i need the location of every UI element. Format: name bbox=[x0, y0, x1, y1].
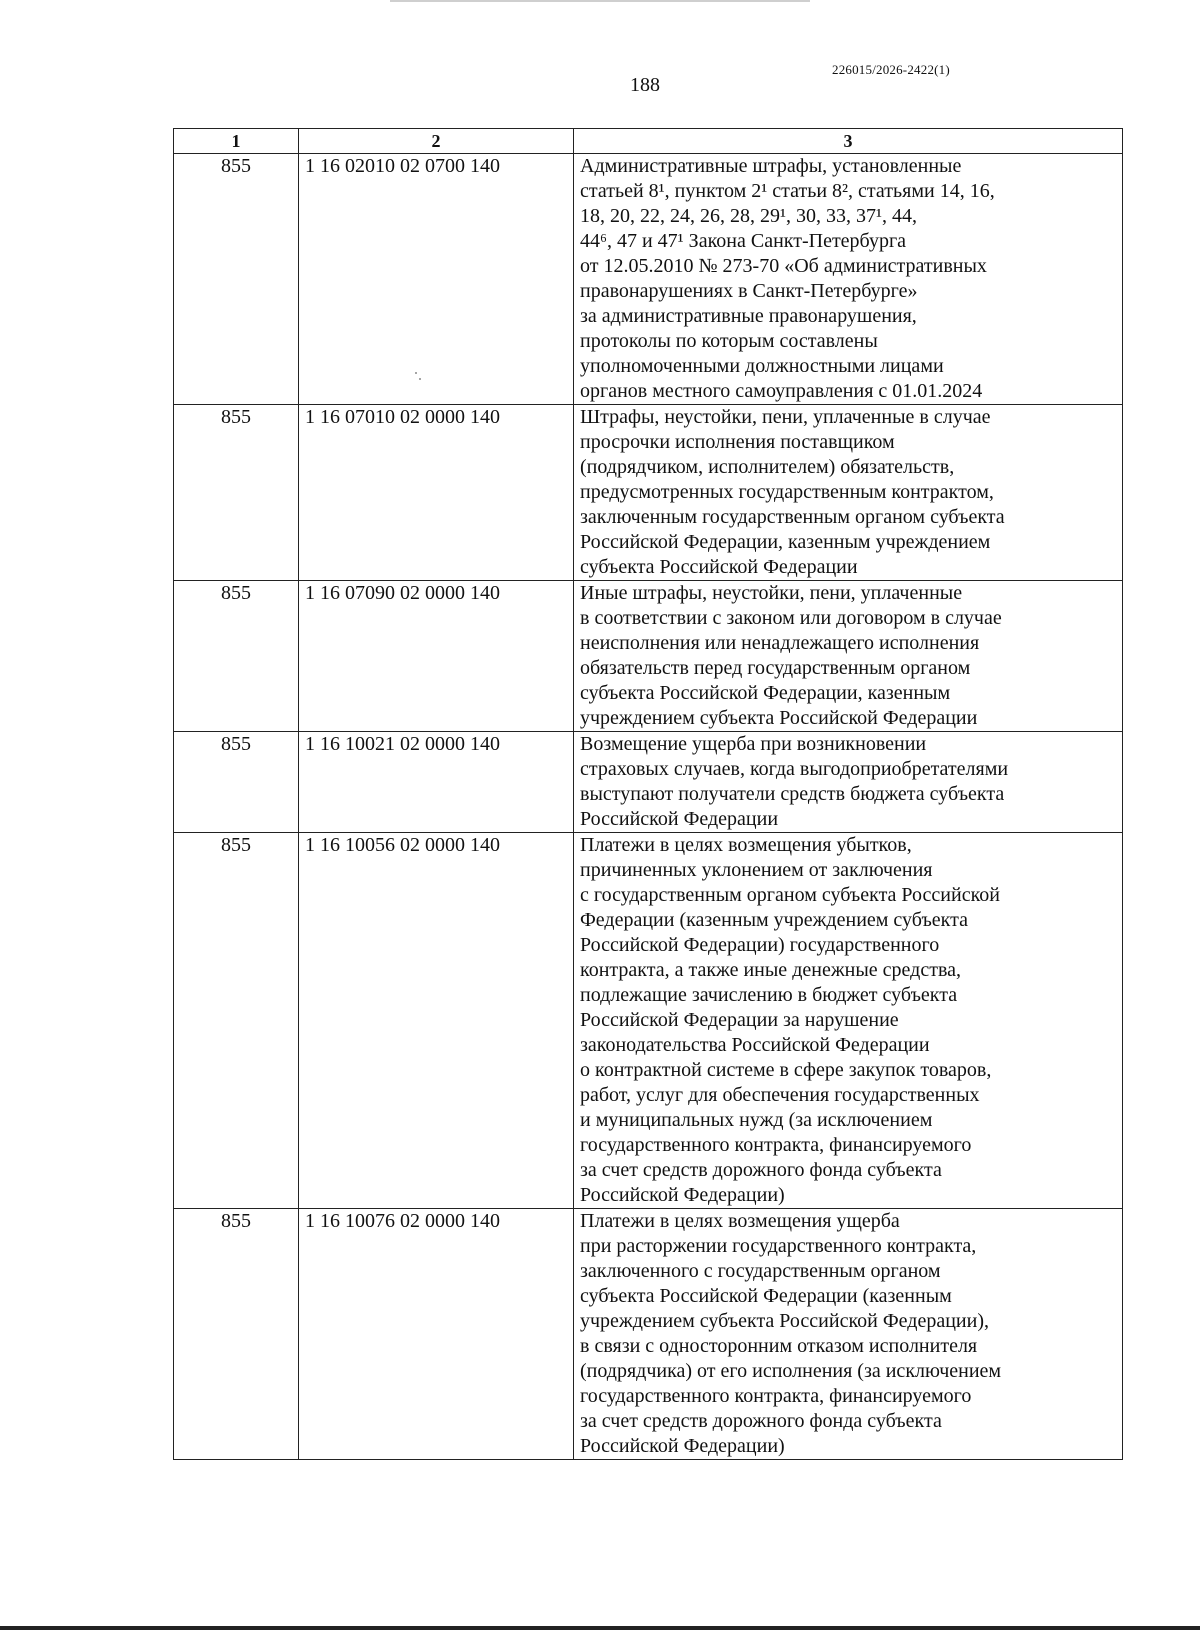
description-line: Иные штрафы, неустойки, пени, уплаченные bbox=[580, 582, 963, 604]
description-line: учреждением субъекта Российской Федерации), bbox=[580, 1310, 989, 1332]
description-line: в соответствии с законом или договором в случае bbox=[580, 607, 1002, 629]
column-header-1: 1 bbox=[174, 129, 299, 154]
column-header-3: 3 bbox=[574, 129, 1123, 154]
scan-artifact-top bbox=[390, 0, 810, 2]
description-line: при расторжении государственного контракта, bbox=[580, 1235, 977, 1257]
description-line: правонарушениях в Санкт-Петербурге» bbox=[580, 280, 918, 302]
admin-code-cell: 855 bbox=[174, 154, 299, 405]
description-line: субъекта Российской Федерации bbox=[580, 556, 858, 578]
description-line: Федерации (казенным учреждением субъекта bbox=[580, 909, 968, 931]
description-line: субъекта Российской Федерации, казенным bbox=[580, 682, 951, 704]
description-line: за административные правонарушения, bbox=[580, 305, 917, 327]
description-line: протоколы по которым составлены bbox=[580, 330, 878, 352]
description-line: причиненных уклонением от заключения bbox=[580, 859, 933, 881]
description-line: Российской Федерации) государственного bbox=[580, 934, 940, 956]
admin-code-cell: 855 bbox=[174, 1209, 299, 1460]
description-line: заключенного с государственным органом bbox=[580, 1260, 941, 1282]
description-line: заключенным государственным органом субъекта bbox=[580, 506, 1005, 528]
budget-code-cell: 1 16 10076 02 0000 140 bbox=[299, 1209, 574, 1460]
description-cell bbox=[574, 154, 1123, 405]
table-row bbox=[174, 833, 1123, 1209]
description-line: неисполнения или ненадлежащего исполнения bbox=[580, 632, 980, 654]
description-line: Российской Федерации) bbox=[580, 1435, 785, 1457]
admin-code-cell: 855 bbox=[174, 581, 299, 732]
table-row bbox=[174, 581, 1123, 732]
document-id: 226015/2026-2422(1) bbox=[832, 62, 950, 77]
table-body bbox=[174, 154, 1123, 1460]
description-line: за счет средств дорожного фонда субъекта bbox=[580, 1410, 942, 1432]
description-line: государственного контракта, финансируемого bbox=[580, 1134, 972, 1156]
description-line: статьей 8¹, пунктом 2¹ статьи 8², статьями 14, 16, bbox=[580, 180, 995, 202]
description-line: Административные штрафы, установленные bbox=[580, 155, 962, 177]
description-line: законодательства Российской Федерации bbox=[580, 1034, 930, 1056]
budget-code-cell: 1 16 07010 02 0000 140 bbox=[299, 405, 574, 581]
description-line: в связи с односторонним отказом исполнителя bbox=[580, 1335, 978, 1357]
description-line: учреждением субъекта Российской Федерации bbox=[580, 707, 978, 729]
description-line: выступают получатели средств бюджета субъекта bbox=[580, 783, 1005, 805]
table-row bbox=[174, 154, 1123, 405]
description-line: Штрафы, неустойки, пени, уплаченные в случае bbox=[580, 406, 991, 428]
description-line: просрочки исполнения поставщиком bbox=[580, 431, 895, 453]
budget-code-cell: 1 16 10021 02 0000 140 bbox=[299, 732, 574, 833]
table-row bbox=[174, 405, 1123, 581]
description-line: Платежи в целях возмещения ущерба bbox=[580, 1210, 900, 1232]
description-line: (подрядчика) от его исполнения (за исключением bbox=[580, 1360, 1002, 1382]
description-line: контракта, а также иные денежные средства, bbox=[580, 959, 961, 981]
description-line: уполномоченными должностными лицами bbox=[580, 355, 944, 377]
description-cell bbox=[574, 732, 1123, 833]
description-line: о контрактной системе в сфере закупок товаров, bbox=[580, 1059, 992, 1081]
admin-code-cell: 855 bbox=[174, 833, 299, 1209]
description-cell bbox=[574, 405, 1123, 581]
budget-code-cell: 1 16 10056 02 0000 140 bbox=[299, 833, 574, 1209]
description-line: (подрядчиком, исполнителем) обязательств, bbox=[580, 456, 955, 478]
description-line: Российской Федерации) bbox=[580, 1184, 785, 1206]
description-line: и муниципальных нужд (за исключением bbox=[580, 1109, 933, 1131]
description-line: 44⁶, 47 и 47¹ Закона Санкт-Петербурга bbox=[580, 230, 907, 252]
page-number: 188 bbox=[630, 74, 660, 96]
description-line: органов местного самоуправления с 01.01.2024 bbox=[580, 380, 983, 402]
budget-code-cell: 1 16 07090 02 0000 140 bbox=[299, 581, 574, 732]
description-line: подлежащие зачислению в бюджет субъекта bbox=[580, 984, 958, 1006]
column-header-2: 2 bbox=[299, 129, 574, 154]
table-row bbox=[174, 732, 1123, 833]
table-row bbox=[174, 1209, 1123, 1460]
description-line: государственного контракта, финансируемого bbox=[580, 1385, 972, 1407]
description-line: Платежи в целях возмещения убытков, bbox=[580, 834, 912, 856]
description-line: работ, услуг для обеспечения государственных bbox=[580, 1084, 980, 1106]
description-cell bbox=[574, 581, 1123, 732]
budget-classification-table bbox=[173, 128, 1123, 1460]
description-line: от 12.05.2010 № 273-70 «Об административных bbox=[580, 255, 987, 277]
description-cell bbox=[574, 833, 1123, 1209]
description-line: Российской Федерации bbox=[580, 808, 779, 830]
description-line: страховых случаев, когда выгодоприобретателями bbox=[580, 758, 1009, 780]
budget-code-cell: 1 16 02010 02 0700 140 bbox=[299, 154, 574, 405]
description-line: с государственным органом субъекта Российской bbox=[580, 884, 1000, 906]
table-header-row bbox=[174, 129, 1123, 154]
description-line: обязательств перед государственным органом bbox=[580, 657, 971, 679]
admin-code-cell: 855 bbox=[174, 732, 299, 833]
description-line: субъекта Российской Федерации (казенным bbox=[580, 1285, 952, 1307]
admin-code-cell: 855 bbox=[174, 405, 299, 581]
scan-artifact-bottom bbox=[0, 1626, 1200, 1630]
description-cell bbox=[574, 1209, 1123, 1460]
description-line: за счет средств дорожного фонда субъекта bbox=[580, 1159, 942, 1181]
description-line: 18, 20, 22, 24, 26, 28, 29¹, 30, 33, 37¹, 44, bbox=[580, 205, 917, 227]
description-line: Российской Федерации за нарушение bbox=[580, 1009, 899, 1031]
description-line: Возмещение ущерба при возникновении bbox=[580, 733, 927, 755]
description-line: предусмотренных государственным контрактом, bbox=[580, 481, 994, 503]
description-line: Российской Федерации, казенным учреждением bbox=[580, 531, 991, 553]
